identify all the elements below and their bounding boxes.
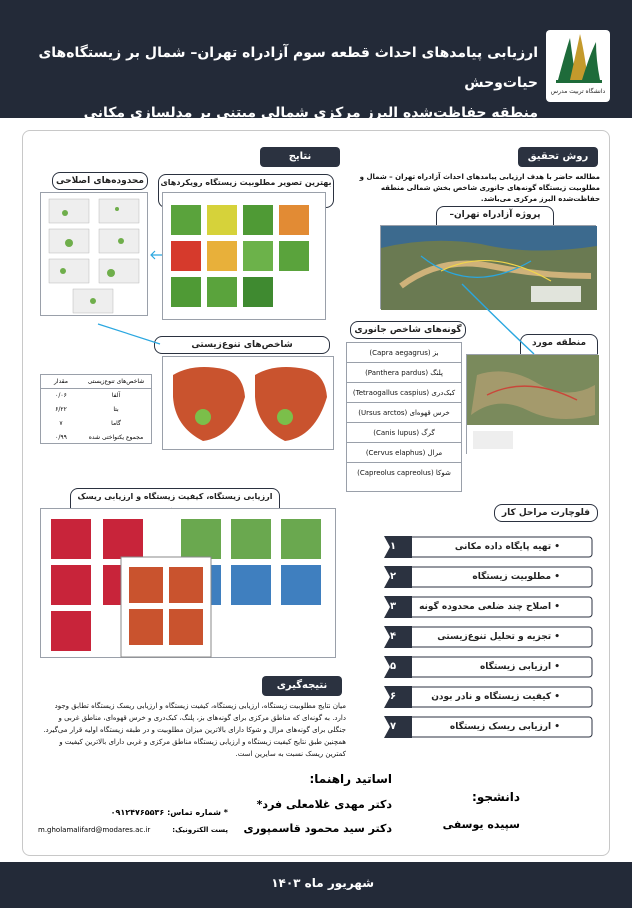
connector-arrow (460, 282, 540, 360)
habitat-maps (40, 508, 336, 658)
diversity-maps-image (163, 357, 335, 451)
logo-text: دانشگاه تربیت مدرس (550, 88, 606, 95)
species-item: خرس قهوه‌ای (Ursus arctos) (347, 403, 461, 423)
species-item: مرال (Cervus elaphus) (347, 443, 461, 463)
footer-bar (0, 862, 632, 908)
flow-step: ۵ • ارزیابی زیستگاه (384, 656, 594, 678)
flow-step: ۴ • تجزیه و تحلیل تنوع‌زیستی (384, 626, 594, 648)
corridor-maps (40, 192, 148, 316)
table-header: شاخص‌های تنوع‌زیستی مقدار (41, 375, 151, 389)
species-item: شوکا (Capreolus capreolus) (357, 469, 451, 477)
student-label: دانشجو: (472, 790, 520, 804)
methods-intro: مطالعه حاضر با هدف ارزیابی پیامدهای احداث آزادراه تهران – شمال و مطلوبیت زیستگاه گونه‌های جانوری شاخص بخش شمالی منطقه حفاظت‌شده البرز مرکزی می‌باشد. (359, 173, 600, 203)
species-title: گونه‌های شاخص جانوری (350, 321, 466, 339)
title-line-2: منطقه حفاظت‌شده البرز مرکزی شمالی مبتنی بر مدلسازی مکانی (83, 105, 538, 121)
left-arrow (150, 250, 164, 260)
conclusion-heading: نتیجه‌گیری (262, 676, 342, 696)
flowchart-title: فلوچارت مراحل کار (494, 504, 598, 522)
flow-step: ۶ • کیفیت زیستگاه و نادر بودن (384, 686, 594, 708)
table-row: آلفا ۰/۰۶ (55, 392, 121, 399)
species-item: بز (Capra aegagrus) (347, 343, 461, 363)
sdm-title: بهترین تصویر مطلوبیت زیستگاه رویکردهای (158, 174, 334, 208)
advisor-1: دکتر مهدی غلامعلی فرد* (256, 798, 392, 811)
corridor-maps-image (41, 193, 149, 317)
corridors-title: محدوده‌های اصلاحی (52, 172, 148, 190)
study-area-image (467, 355, 599, 455)
arrow-to-diversity (96, 322, 162, 346)
study-area-map (466, 354, 598, 454)
email-label: پست الکترونیک: (172, 826, 228, 834)
phone: * شماره تماس: ۰۹۱۲۴۷۶۵۵۳۶ (110, 808, 228, 817)
diversity-table (40, 374, 152, 444)
species-item: پلنگ (Panthera pardus) (347, 363, 461, 383)
diversity-maps (162, 356, 334, 450)
project-title: پروژه آزادراه تهران– (436, 206, 554, 240)
table-row: گاما ۷ (59, 420, 121, 427)
diversity-title: شاخص‌های تنوع‌زیستی (154, 336, 330, 354)
footer-date: شهریور ماه ۱۴۰۳ (271, 876, 374, 890)
student-name: سپیده یوسفی (442, 818, 520, 831)
flow-step: ۱ • تهیه پایگاه داده مکانی (384, 536, 594, 558)
sdm-maps-image (163, 193, 327, 321)
table-row: مجموع یکنواختی شده ۰/۹۹ (55, 434, 144, 441)
title-line-1: ارزیابی پیامدهای احداث قطعه سوم آزادراه تهران– شمال بر زیستگاه‌های حیات‌وحش (38, 45, 538, 91)
poster-title (18, 38, 538, 128)
sdm-maps (162, 192, 326, 320)
conclusion-text: میان نتایج مطلوبیت زیستگاه، ارزیابی زیستگاه، کیفیت زیستگاه و ارزیابی ریسک زیستگاه تطابق وجود دارد. به گونه‌ای که مناطق مرکزی برای گونه‌های بز، پلنگ، کبک‌دری و خرس قهوه‌ای، مناطق غربی و جنگلی برای گونه‌های مرال و شوکا دارای بالاترین میزان مطلوبیت و در طبقه زیستگاه اولیه قرار می‌گیرد. همچنین طبق نتایج کیفیت زیستگاه و ارزیابی زیستگاه مناطق مرکزی و غربی دارای بالاترین کیفیت و کمترین ریسک نسبت به سایرین است. (43, 702, 346, 758)
habitat-maps-image (41, 509, 337, 659)
flow-step: ۳ • اصلاح چند ضلعی محدوده گونه (384, 596, 594, 618)
university-logo (546, 30, 610, 102)
species-list (346, 342, 462, 492)
email: m.gholamalifard@modares.ac.ir (38, 826, 151, 834)
table-row: بتا ۶/۲۲ (55, 406, 119, 413)
advisors-label: اساتید راهنما: (309, 772, 392, 786)
flow-step: ۲ • مطلوبیت زیستگاه (384, 566, 594, 588)
methods-heading: روش تحقیق (518, 147, 598, 167)
species-item: کبک‌دری (Tetraogallus caspius) (347, 383, 461, 403)
habitat-title: ارزیابی زیستگاه، کیفیت زیستگاه و ارزیابی ریسک (70, 488, 280, 522)
flow-step: ۷ • ارزیابی ریسک زیستگاه (384, 716, 594, 738)
results-heading: نتایج (260, 147, 340, 167)
header-bar (0, 0, 632, 121)
advisor-2: دکتر سید محمود قاسمپوری (243, 822, 392, 835)
species-item: گرگ (Canis lupus) (347, 423, 461, 443)
study-area-title: منطقه مورد (520, 334, 598, 368)
